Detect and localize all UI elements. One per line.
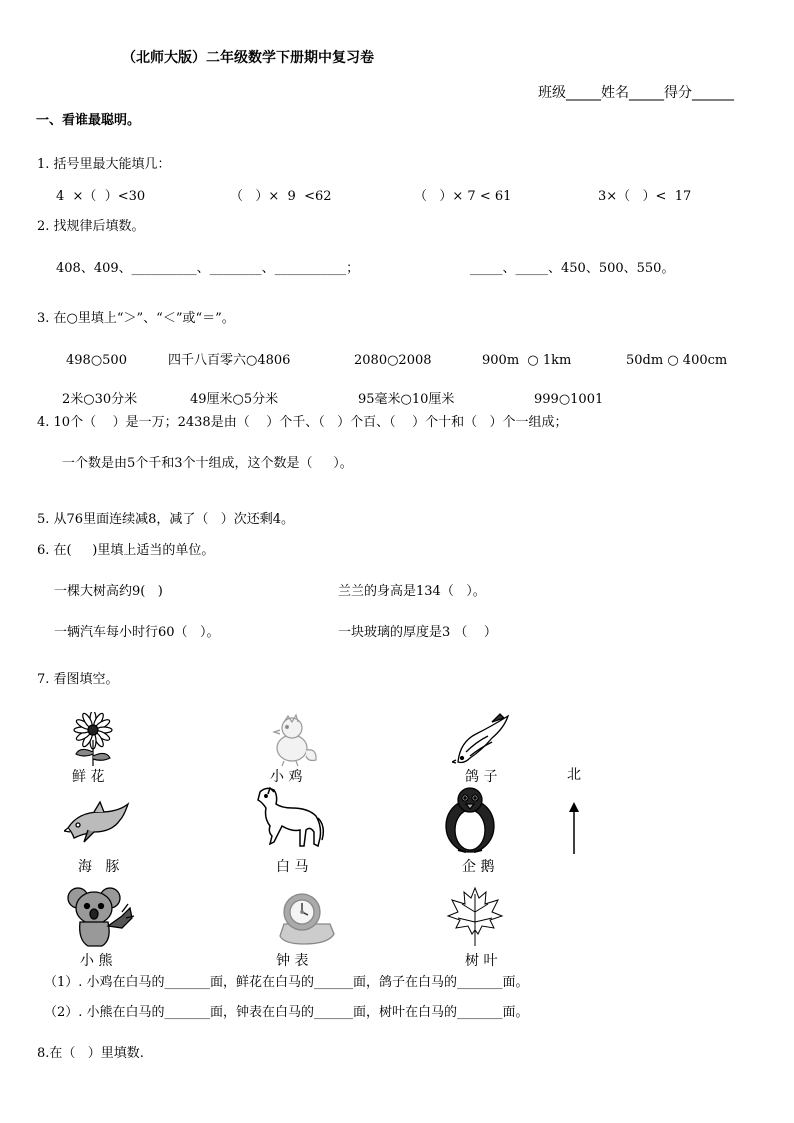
horse-label: 白 马 (276, 859, 309, 875)
q3-row1-2: 四千八百零六○4806 (168, 353, 291, 368)
pigeon-label: 鸽 子 (465, 769, 498, 785)
leaf-icon (444, 884, 506, 948)
q3-row2-3: 95毫米○10厘米 (358, 392, 455, 407)
q1-item-2: （ ）× 9 <62 (230, 189, 332, 204)
q3-row1-1: 498○500 (66, 353, 127, 368)
q2-label: 2. 找规律后填数。 (37, 219, 145, 234)
dolphin-icon (64, 798, 134, 848)
q3-row1-4: 900m ○ 1km (482, 353, 572, 368)
flower-icon (66, 712, 120, 768)
bear-label: 小 熊 (80, 953, 113, 969)
q1-item-4: 3×（ ）< 17 (598, 189, 692, 204)
q4-line-2: 一个数是由5个千和3个十组成，这个数是（ ）。 (62, 456, 353, 471)
bear-icon (66, 886, 136, 948)
q2-sequence-2: _____、_____、450、500、550。 (470, 261, 675, 276)
q8-label: 8.在（ ）里填数. (37, 1046, 144, 1061)
section-heading: 一、看谁最聪明。 (36, 113, 141, 128)
q1-item-1: 4 ×（ ）<30 (56, 189, 146, 204)
q3-row1-3: 2080○2008 (354, 353, 432, 368)
clock-icon (274, 890, 338, 946)
q6-label: 6. 在( )里填上适当的单位。 (37, 543, 215, 558)
leaf-label: 树 叶 (465, 953, 498, 969)
chick-icon (262, 710, 322, 768)
page-title: （北师大版）二年级数学下册期中复习卷 (122, 50, 374, 66)
q7-label: 7. 看图填空。 (37, 672, 119, 687)
q3-row2-2: 49厘米○5分米 (190, 392, 279, 407)
penguin-label: 企 鹅 (462, 859, 495, 875)
north-label: 北 (567, 767, 581, 783)
q6-item-1: 一棵大树高约9( ) (54, 584, 163, 599)
horse-icon (252, 786, 326, 852)
q6-item-2: 兰兰的身高是134（ ）。 (338, 584, 486, 599)
q3-row2-1: 2米○30分米 (62, 392, 138, 407)
q1-label: 1. 括号里最大能填几： (37, 157, 171, 172)
q3-row2-4: 999○1001 (534, 392, 604, 407)
clock-label: 钟 表 (276, 953, 309, 969)
flower-label: 鲜 花 (72, 769, 105, 785)
q7-sub-2: （2）. 小熊在白马的_______面，钟表在白马的______面，树叶在白马的_______面。 (44, 1005, 529, 1020)
penguin-icon (440, 786, 500, 854)
pigeon-icon (452, 712, 514, 768)
q3-label: 3. 在○里填上“＞”、“＜”或“＝”。 (37, 311, 235, 326)
q7-sub-1: （1）. 小鸡在白马的_______面，鲜花在白马的______面，鸽子在白马的_______面。 (44, 975, 529, 990)
dolphin-label: 海 豚 (78, 859, 120, 875)
q4-line-1: 4. 10个（ ）是一万；2438是由（ ）个千、（ ）个百、（ ）个十和（ ）个一组成； (37, 415, 568, 430)
north-arrow-icon (566, 800, 582, 856)
q1-item-3: （ ）× 7 < 61 (414, 189, 512, 204)
q2-sequence-1: 408、409、__________、________、___________； (56, 261, 360, 276)
chick-label: 小 鸡 (270, 769, 303, 785)
q3-row1-5: 50dm ○ 400cm (626, 353, 728, 368)
q6-item-4: 一块玻璃的厚度是3 （ ） (338, 625, 497, 640)
class-info: 班级_____姓名_____得分______ (538, 85, 734, 101)
q6-item-3: 一辆汽车每小时行60（ ）。 (54, 625, 220, 640)
q5-text: 5. 从76里面连续减8，减了（ ）次还剩4。 (37, 512, 295, 527)
